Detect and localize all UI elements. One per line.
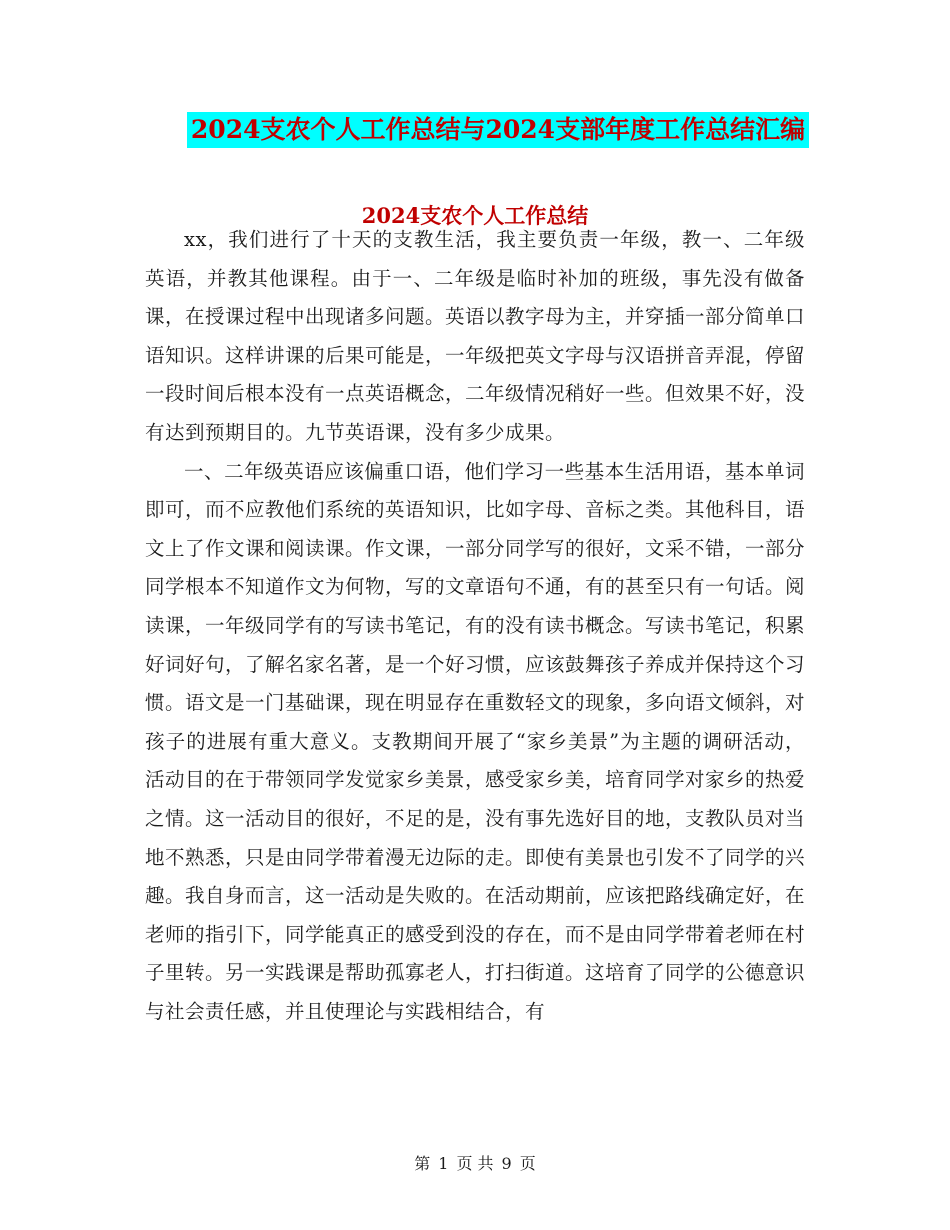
body-paragraph-2: 一、二年级英语应该偏重口语，他们学习一些基本生活用语，基本单词即可，而不应教他们系统的英语知识，比如字母、音标之类。其他科目，语文上了作文课和阅读课。作文课，一部分同学写的很好，文采不错，一部分同学根本不知道作文为何物，写的文章语句不通，有的甚至只有一句话。阅读课，一年级同学有的写读书笔记，有的没有读书概念。写读书笔记，积累好词好句，了解名家名著，是一个好习惯，应该鼓舞孩子养成并保持这个习惯。语文是一门基础课，现在明显存在重数轻文的现象，多向语文倾斜，对孩子的进展有重大意义。支教期间开展了“家乡美景”为主题的调研活动，活动目的在于带领同学发觉家乡美景，感受家乡美，培育同学对家乡的热爱之情。这一活动目的很好，不足的是，没有事先选好目的地，支教队员对当地不熟悉，只是由同学带着漫无边际的走。即使有美景也引发不了同学的兴趣。我自身而言，这一活动是失败的。在活动期前，应该把路线确定好，在老师的指引下，同学能真正的感受到没的存在，而不是由同学带着老师在村子里转。另一实践课是帮助孤寡老人，打扫街道。这培育了同学的公德意识与社会责任感，并且使理论与实践相结合，有 <box>145 459 806 1023</box>
footer-suffix: 页 <box>519 1154 536 1173</box>
document-main-title: 2024支农个人工作总结与2024支部年度工作总结汇编 <box>187 112 809 148</box>
section-title: 2024支农个人工作总结 <box>361 203 589 228</box>
footer-total-pages: 9 <box>501 1154 512 1173</box>
page-footer <box>0 1152 950 1176</box>
footer-middle: 页 共 <box>456 1154 494 1173</box>
footer-current-page: 1 <box>438 1154 449 1173</box>
body-paragraph-1: xx，我们进行了十天的支教生活，我主要负责一年级，教一、二年级英语，并教其他课程。由于一、二年级是临时补加的班级，事先没有做备课，在授课过程中出现诸多问题。英语以教字母为主，并穿插一部分简单口语知识。这样讲课的后果可能是，一年级把英文字母与汉语拼音弄混，停留一段时间后根本没有一点英语概念，二年级情况稍好一些。但效果不好，没有达到预期目的。九节英语课，没有多少成果。 <box>145 228 806 444</box>
document-body <box>145 221 805 1031</box>
footer-prefix: 第 <box>414 1154 431 1173</box>
